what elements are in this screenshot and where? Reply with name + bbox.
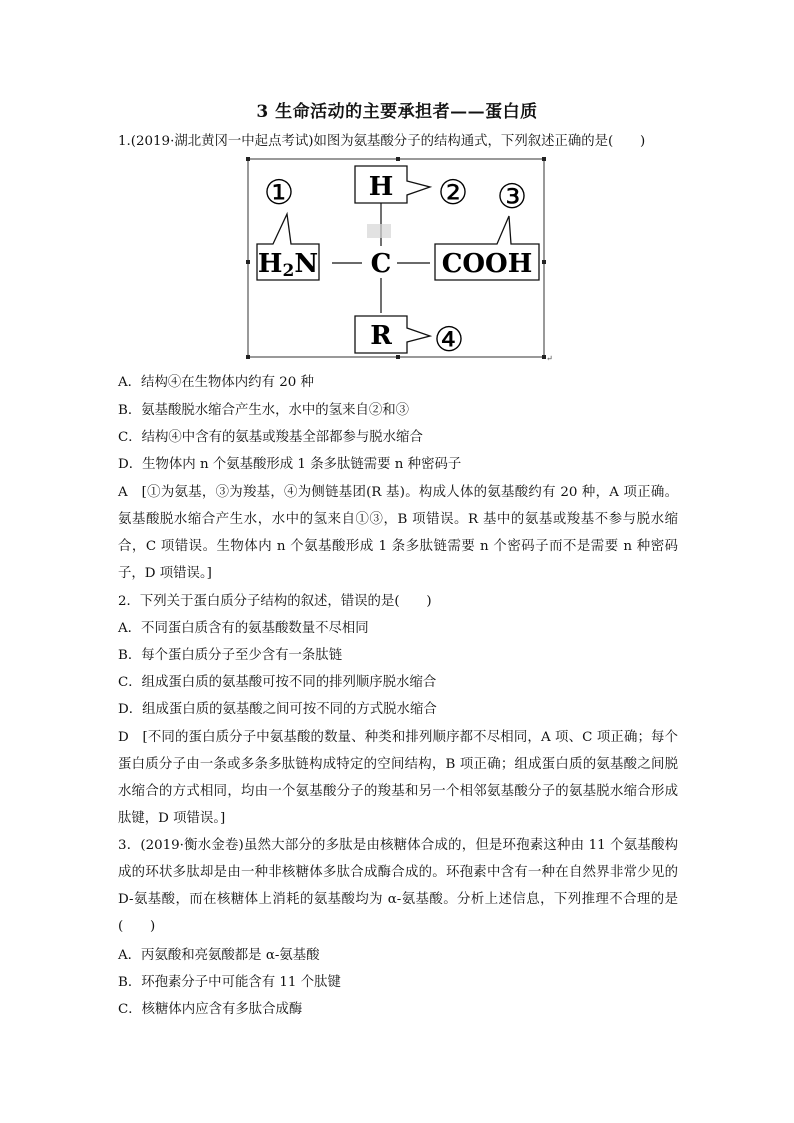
blur-artifact (367, 224, 391, 238)
anchor-mark: ↵ (546, 354, 553, 363)
q1-answer-explanation: A [①为氨基，③为羧基，④为侧链基团(R 基)。构成人体的氨基酸约有 20 种，A 项正确。氨基酸脱水缩合产生水，水中的氢来自①③，B 项错误。R 基中的氨基或羧基不参与脱水缩合，C 项错误。生物体内 n 个氨基酸形成 1 条多肽链需要 n 个密码子而不是需要 n 种密码子，D 项错误。] (118, 485, 678, 581)
question-2-stem: 2．下列关于蛋白质分子结构的叙述，错误的是( ) (118, 594, 432, 609)
frame-handle (246, 157, 250, 161)
circle-1-label: ① (263, 173, 295, 213)
q1-option-a: A．结构④在生物体内约有 20 种 (118, 375, 314, 390)
q3-option-a: A．丙氨酸和亮氨酸都是 α-氨基酸 (118, 948, 320, 963)
circle-4-label: ④ (433, 320, 465, 360)
q2-option-c: C．组成蛋白质的氨基酸可按不同的排列顺序脱水缩合 (118, 675, 437, 690)
q2-answer-explanation: D [不同的蛋白质分子中氨基酸的数量、种类和排列顺序都不尽相同，A 项、C 项正确；每个蛋白质分子由一条或多条多肽链构成特定的空间结构，B 项正确；组成蛋白质的氨基酸之间脱水缩合的方式相同，均由一个氨基酸分子的羧基和另一个相邻氨基酸分子的氨基脱水缩合形成肽键，D 项错误。] (118, 730, 678, 826)
amino-acid-structure-diagram (247, 158, 553, 363)
frame-handle (542, 260, 546, 264)
c-label: C (370, 249, 392, 279)
circle-2-label: ② (437, 173, 469, 213)
q3-option-c: C．核糖体内应含有多肽合成酶 (118, 1002, 303, 1017)
q3-option-b: B．环孢素分子中可能含有 11 个肽键 (118, 975, 341, 990)
h2n-label: H2N (257, 249, 319, 281)
frame-handle (396, 355, 400, 359)
q1-option-d: D．生物体内 n 个氨基酸形成 1 条多肽链需要 n 种密码子 (118, 457, 462, 472)
page-title: 3 生命活动的主要承担者——蛋白质 (256, 102, 538, 122)
h-label: H (368, 172, 394, 202)
frame-handle (542, 157, 546, 161)
frame-handle (246, 355, 250, 359)
circle-3-label: ③ (496, 177, 528, 217)
r-box (355, 316, 430, 353)
cooh-label: COOH (441, 249, 533, 279)
question-3-stem: 3．(2019·衡水金卷)虽然大部分的多肽是由核糖体合成的，但是环孢素这种由 11 个氨基酸构成的环状多肽却是由一种非核糖体多肽合成酶合成的。环孢素中含有一种在自然界非常少见的 D-氨基酸，而在核糖体上消耗的氨基酸均为 α-氨基酸。分析上述信息，下列推理不合理的是( ) (118, 838, 678, 934)
question-1-stem: 1.(2019·湖北黄冈一中起点考试)如图为氨基酸分子的结构通式，下列叙述正确的是( ) (118, 134, 646, 149)
frame-handle (396, 157, 400, 161)
frame-handle (246, 260, 250, 264)
q2-option-d: D．组成蛋白质的氨基酸之间可按不同的方式脱水缩合 (118, 702, 437, 717)
q1-option-b: B．氨基酸脱水缩合产生水，水中的氢来自②和③ (118, 403, 410, 418)
r-label: R (370, 321, 392, 351)
q1-option-c: C．结构④中含有的氨基或羧基全部都参与脱水缩合 (118, 430, 423, 445)
q2-option-b: B．每个蛋白质分子至少含有一条肽链 (118, 648, 343, 663)
q2-option-a: A．不同蛋白质含有的氨基酸数量不尽相同 (118, 621, 369, 636)
